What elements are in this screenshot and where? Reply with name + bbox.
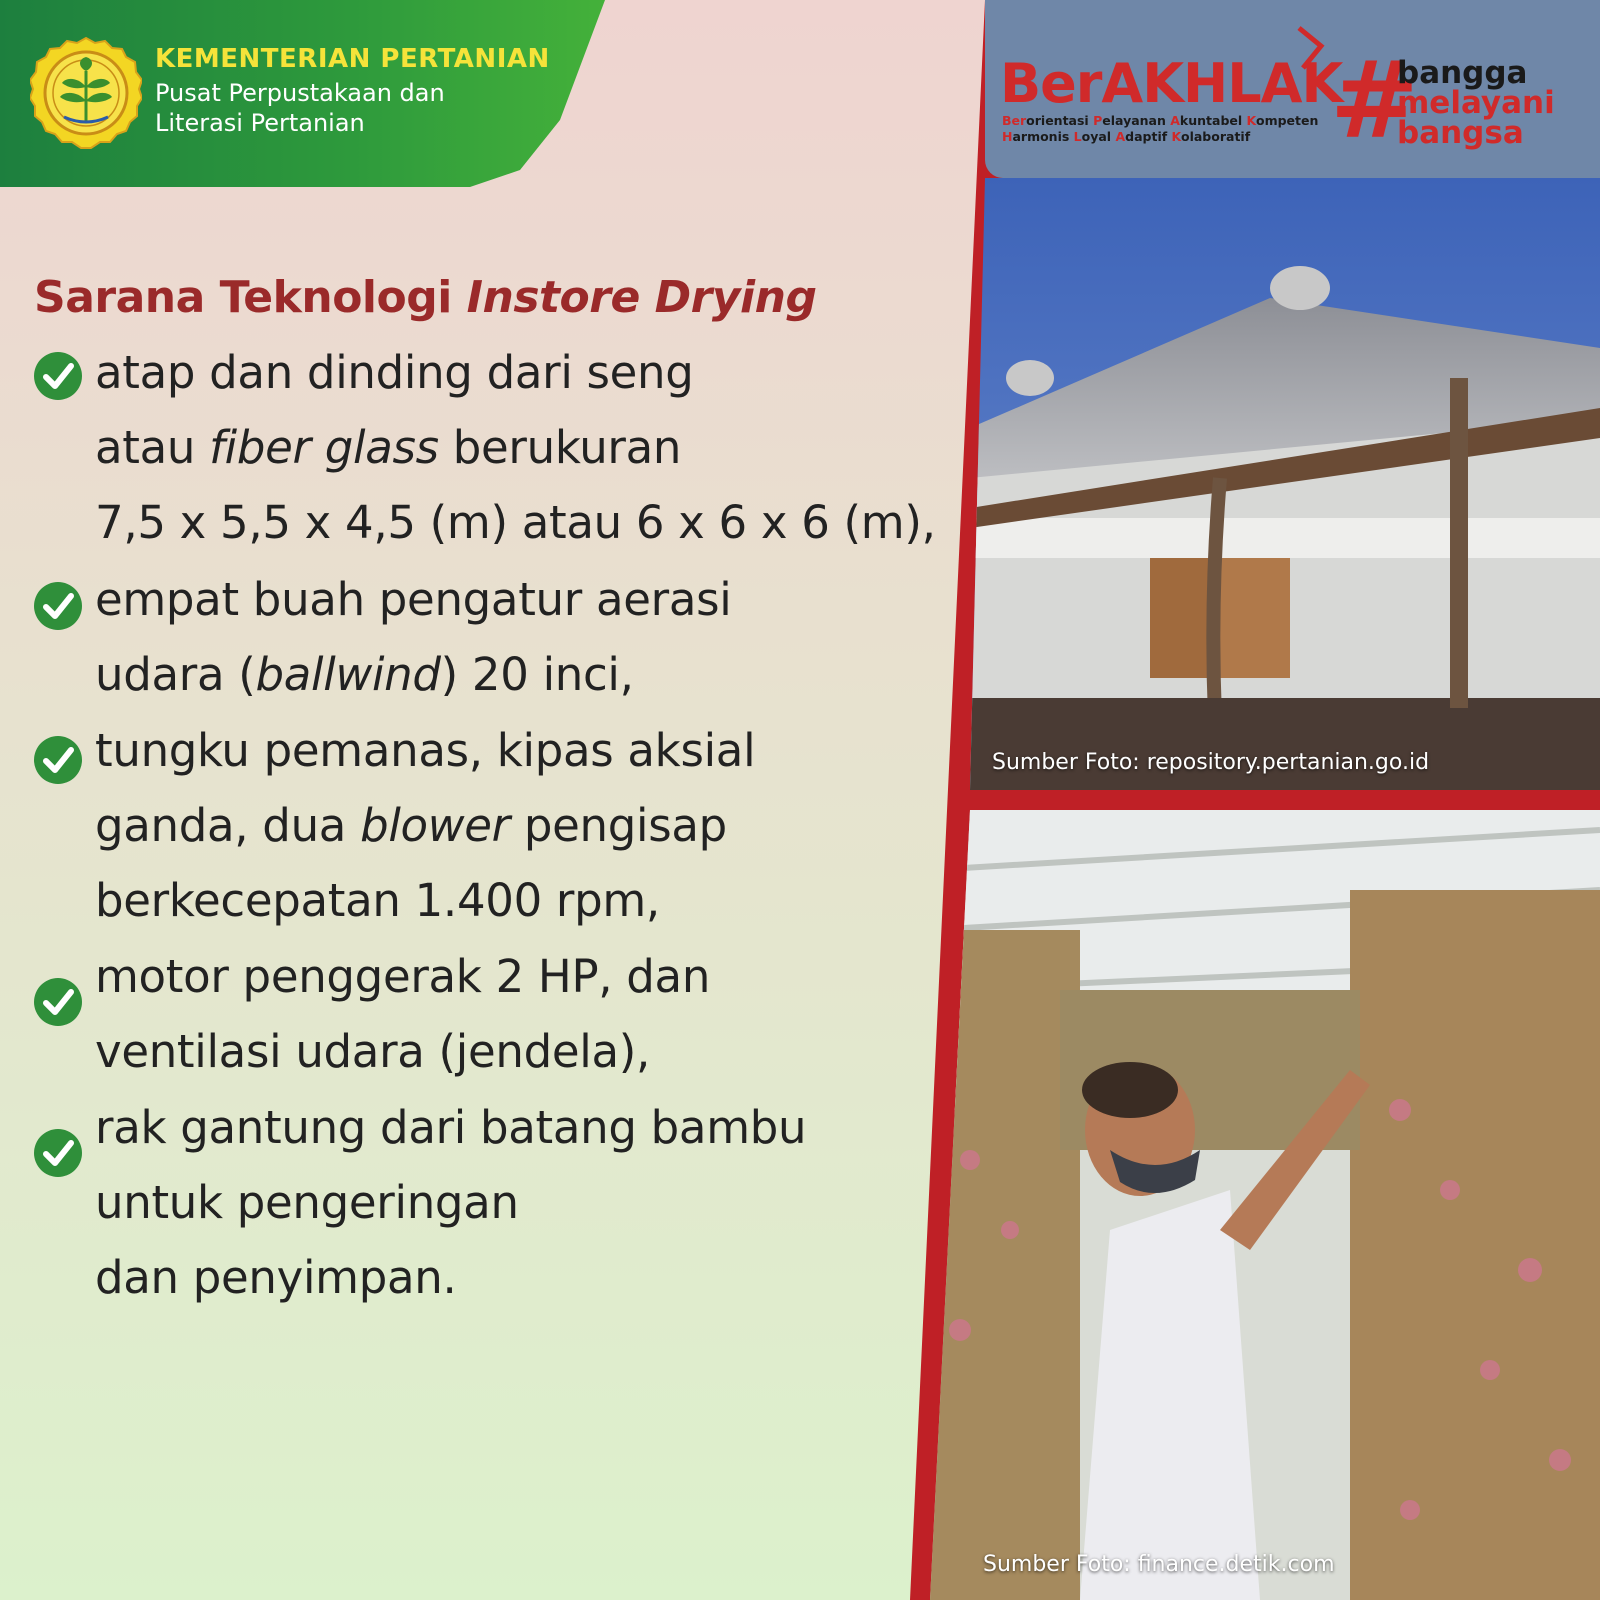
bullet-4-line-1: motor penggerak 2 HP, dan [95, 950, 711, 1003]
bullet-1-line-2: atau fiber glass berukuran [95, 421, 682, 474]
tagline-bangsa: bangsa [1397, 115, 1524, 151]
chevron-right-icon [1295, 24, 1329, 72]
photo-shallot-drying [930, 810, 1600, 1600]
bullet-1-line-3: 7,5 x 5,5 x 4,5 (m) atau 6 x 6 x 6 (m), [95, 496, 936, 549]
berakhlak-values-line1: Berorientasi Pelayanan Akuntabel Kompeten [1002, 113, 1319, 128]
check-circle-icon [33, 351, 83, 401]
bullet-4-line-2: ventilasi udara (jendela), [95, 1025, 651, 1078]
photo-credit-top: Sumber Foto: repository.pertanian.go.id [992, 750, 1430, 775]
bullet-5-line-2: untuk pengeringan [95, 1176, 519, 1229]
bullet-5-line-3: dan penyimpan. [95, 1251, 457, 1304]
tagline-melayani: melayani [1397, 85, 1555, 121]
berakhlak-logo-text: BerAKHLAK [1000, 52, 1343, 115]
bullet-5-line-1: rak gantung dari batang bambu [95, 1101, 807, 1154]
check-circle-icon [33, 581, 83, 631]
bullet-3-line-1: tungku pemanas, kipas aksial [95, 724, 756, 777]
berakhlak-values-line2: Harmonis Loyal Adaptif Kolaboratif [1002, 129, 1251, 144]
bullet-1-line-1: atap dan dinding dari seng [95, 346, 694, 399]
ministry-logo [30, 36, 142, 150]
bullet-2-line-2: udara (ballwind) 20 inci, [95, 648, 634, 701]
unit-name-line2: Literasi Pertanian [155, 109, 365, 137]
tagline-bangga: bangga [1397, 55, 1528, 91]
title-plain: Sarana Teknologi [34, 272, 467, 323]
photo-credit-bottom: Sumber Foto: finance.detik.com [983, 1552, 1335, 1577]
bullet-3-line-3: berkecepatan 1.400 rpm, [95, 874, 660, 927]
check-circle-icon [33, 977, 83, 1027]
bullet-3-line-2: ganda, dua blower pengisap [95, 799, 727, 852]
page-title [34, 272, 816, 323]
check-circle-icon [33, 735, 83, 785]
ministry-name: KEMENTERIAN PERTANIAN [155, 44, 550, 74]
bullet-2-line-1: empat buah pengatur aerasi [95, 573, 732, 626]
check-circle-icon [33, 1128, 83, 1178]
title-italic: Instore Drying [466, 272, 817, 323]
unit-name-line1: Pusat Perpustakaan dan [155, 79, 445, 107]
hashtag-mark: # [1330, 39, 1419, 162]
photo-drying-house [970, 178, 1600, 790]
